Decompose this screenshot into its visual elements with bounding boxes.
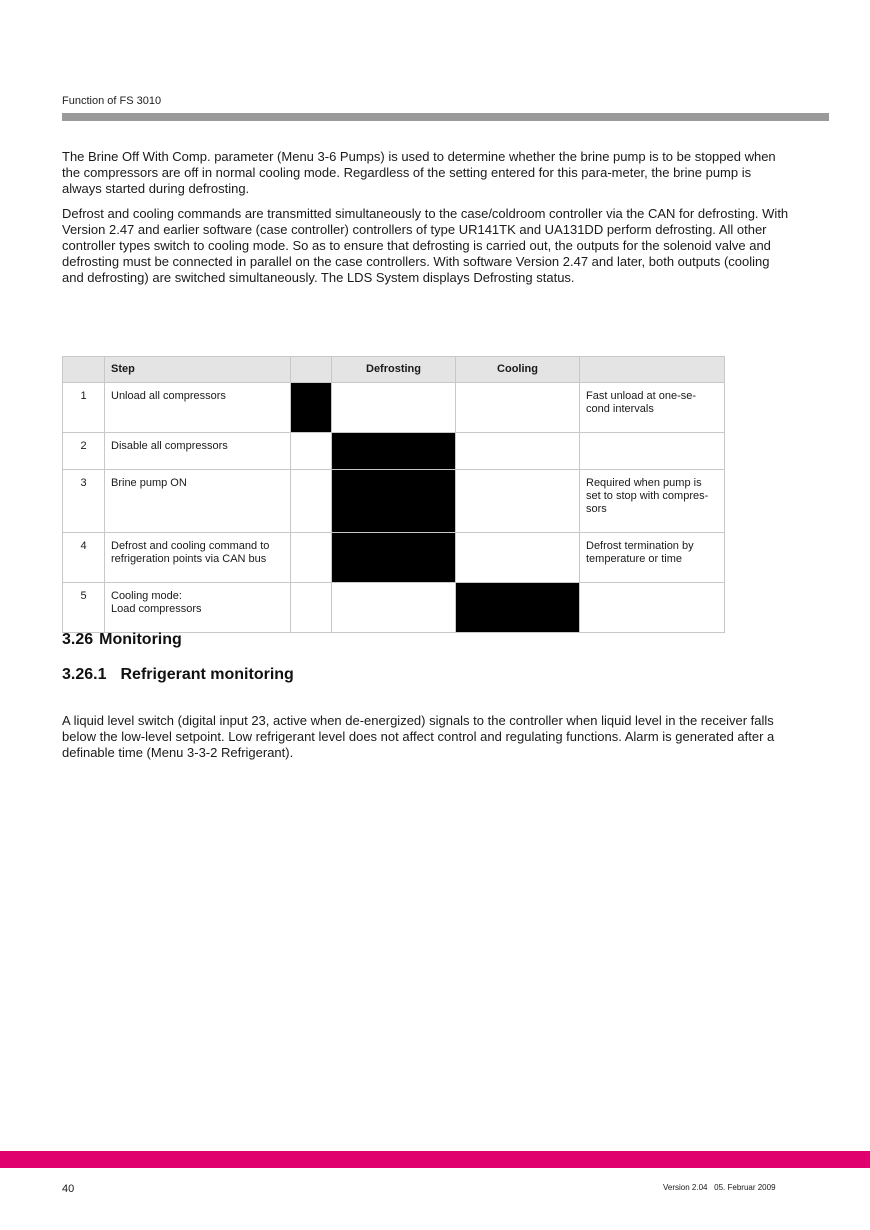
step-description: Brine pump ON (105, 470, 291, 533)
defrosting-marker-black (332, 470, 456, 533)
defrosting-marker-black (332, 533, 456, 583)
section-heading-refrigerant-monitoring (62, 666, 294, 684)
step-number: 3 (63, 470, 105, 533)
header-rule (62, 113, 829, 121)
blank-cell (291, 433, 332, 470)
paragraph-brine-off: The Brine Off With Comp. parameter (Menu 3-6 Pumps) is used to determine whether the brine pump is to be stopped when the compressors are off in normal cooling mode. Regardless of the setting entered for this para-meter, the brine pump is always started during defrosting. (62, 149, 776, 196)
header-remark (580, 357, 725, 383)
cooling-cell (456, 383, 580, 433)
table-row (63, 433, 725, 470)
step-remark (580, 433, 725, 470)
header-blank (291, 357, 332, 383)
defrosting-cell (332, 583, 456, 633)
section-number: 3.26.1 (62, 666, 107, 683)
table-row (63, 533, 725, 583)
step-remark: Required when pump is set to stop with compres- sors (580, 470, 725, 533)
step-remark (580, 583, 725, 633)
header-num (63, 357, 105, 383)
cooling-marker-black (456, 583, 580, 633)
blank-cell (291, 583, 332, 633)
section-number: 3.26 (62, 631, 94, 648)
step-number: 1 (63, 383, 105, 433)
blank-cell (291, 470, 332, 533)
running-header: Function of FS 3010 (62, 95, 162, 107)
table-row (63, 583, 725, 633)
section-title: Refrigerant monitoring (120, 666, 294, 683)
paragraph-defrost-cooling: Defrost and cooling commands are transmitted simultaneously to the case/coldroom controller via the CAN for defrosting. With Version 2.47 and earlier software (case controller) controllers of type UR141TK and UA131DD perform defrosting. All other controller types switch to cooling mode. So as to ensure that defrosting is carried out, the outputs for the solenoid valve and defrosting must be connected in parallel on the case controllers. With software Version 2.47 and later, both outputs (cooling and defrosting) are switched simultaneously. The LDS System displays Defrosting status. (62, 206, 789, 285)
step-number: 2 (63, 433, 105, 470)
step-table (62, 356, 725, 633)
table-row (63, 470, 725, 533)
step-remark: Fast unload at one-se- cond intervals (580, 383, 725, 433)
step-description: Cooling mode: Load compressors (105, 583, 291, 633)
header-cooling: Cooling (456, 357, 580, 383)
table-header-row (63, 357, 725, 383)
table-row (63, 383, 725, 433)
cooling-cell (456, 533, 580, 583)
version-info: Version 2.04 05. Februar 2009 (663, 1183, 776, 1192)
step-remark: Defrost termination by temperature or time (580, 533, 725, 583)
step-number: 4 (63, 533, 105, 583)
footer-accent-bar (0, 1151, 870, 1168)
paragraph-liquid-level: A liquid level switch (digital input 23, active when de-energized) signals to the controller when liquid level in the receiver falls below the low-level setpoint. Low refrigerant level does not affect control and regulating functions. Alarm is generated after a definable time (Menu 3-3-2 Refrigerant). (62, 713, 775, 760)
step-description: Disable all compressors (105, 433, 291, 470)
defrosting-marker-black (332, 433, 456, 470)
step-description: Unload all compressors (105, 383, 291, 433)
header-defrosting: Defrosting (332, 357, 456, 383)
section-heading-monitoring (62, 631, 182, 649)
defrosting-cell (332, 383, 456, 433)
page-number: 40 (62, 1183, 75, 1195)
cooling-cell (456, 433, 580, 470)
cooling-cell (456, 470, 580, 533)
step-number: 5 (63, 583, 105, 633)
blank-cell (291, 533, 332, 583)
status-marker-black (291, 383, 332, 433)
header-step: Step (105, 357, 291, 383)
step-description: Defrost and cooling command to refrigeration points via CAN bus (105, 533, 291, 583)
section-title: Monitoring (99, 631, 182, 648)
